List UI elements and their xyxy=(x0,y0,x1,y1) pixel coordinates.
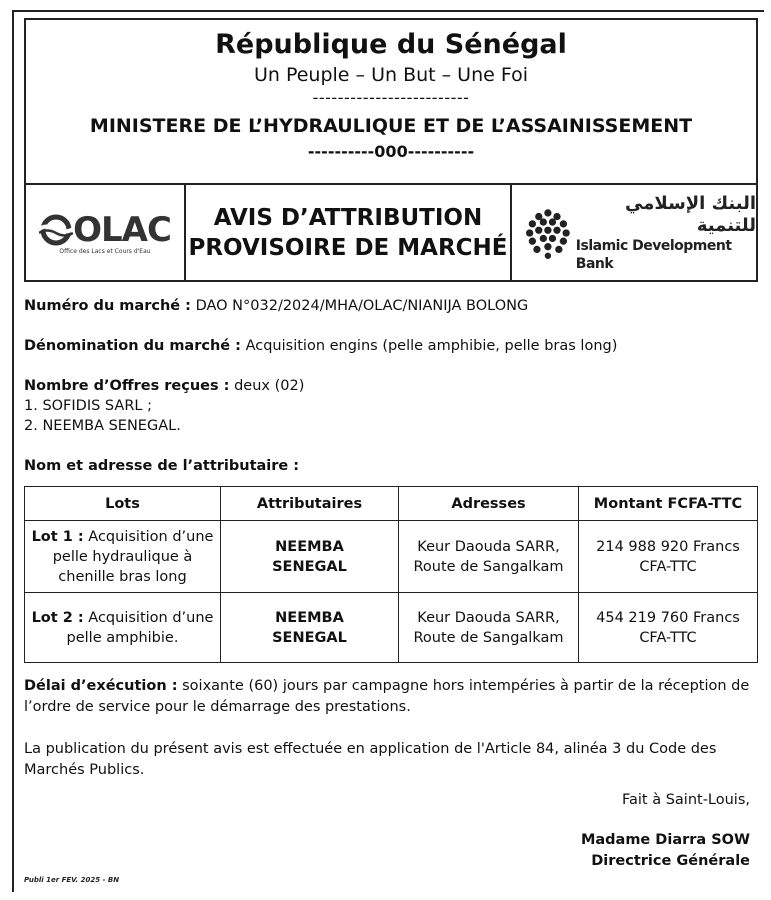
marche-number-label: Numéro du marché : xyxy=(24,298,191,314)
montant-line: 454 219 760 Francs xyxy=(596,609,740,626)
header-bottom xyxy=(26,185,756,280)
montant-cell xyxy=(579,521,758,593)
isdb-dome-icon xyxy=(526,203,570,263)
attributaire-line: SENEGAL xyxy=(272,629,347,646)
attribution-table xyxy=(24,486,758,663)
adresse-cell xyxy=(399,593,579,663)
offres-value: deux (02) xyxy=(234,378,305,394)
notice-title xyxy=(186,185,512,280)
table-header-row xyxy=(25,487,758,521)
marche-number-value: DAO N°032/2024/MHA/OLAC/NIANIJA BOLONG xyxy=(195,298,529,314)
montant-line: CFA-TTC xyxy=(639,558,697,575)
attributaire-cell xyxy=(221,521,399,593)
adresse-line: Keur Daouda SARR, xyxy=(417,538,560,555)
separator-ornament: ----------000---------- xyxy=(307,142,475,161)
offre-item: 2. NEEMBA SENEGAL. xyxy=(24,418,181,434)
isdb-logo-text xyxy=(576,193,756,273)
isdb-arabic-name: البنك الإسلامي للتنمية xyxy=(625,192,756,236)
notice-title-line1: AVIS D’ATTRIBUTION xyxy=(213,204,483,231)
olac-wave-icon xyxy=(39,213,73,247)
signature-place: Fait à Saint-Louis, xyxy=(621,792,750,808)
col-header-montant: Montant FCFA-TTC xyxy=(579,487,758,521)
adresse-line: Route de Sangalkam xyxy=(413,629,564,646)
national-motto: Un Peuple – Un But – Une Foi xyxy=(253,64,529,86)
olac-logo-word xyxy=(39,210,171,250)
col-header-adresses: Adresses xyxy=(399,487,579,521)
marche-number xyxy=(24,296,758,316)
montant-cell xyxy=(579,593,758,663)
adresse-line: Keur Daouda SARR, xyxy=(417,609,560,626)
lot-text: Acquisition d’une pelle hydraulique à chenille bras long xyxy=(52,528,214,585)
lot-label: Lot 1 : xyxy=(31,528,84,545)
denomination-label: Dénomination du marché : xyxy=(24,338,241,354)
republic-title: République du Sénégal xyxy=(215,29,567,60)
olac-logo xyxy=(39,210,171,255)
signature-title: Directrice Générale xyxy=(591,853,750,869)
separator-line: ------------------------- xyxy=(312,88,470,107)
lot-cell xyxy=(25,593,221,663)
table-row xyxy=(25,593,758,663)
denomination-value: Acquisition engins (pelle amphibie, pelle bras long) xyxy=(245,338,618,354)
lot-label: Lot 2 : xyxy=(31,609,84,626)
notice-title-line2: PROVISOIRE DE MARCHÉ xyxy=(188,234,508,261)
olac-logo-subtitle: Office des Lacs et Cours d'Eau xyxy=(59,248,151,255)
offre-item: 1. SOFIDIS SARL ; xyxy=(24,398,152,414)
notice-header xyxy=(24,18,758,282)
notice-page xyxy=(12,10,764,892)
offres-label: Nombre d’Offres reçues : xyxy=(24,378,230,394)
publication-footer: Publi 1er FEV. 2025 - BN xyxy=(24,876,120,884)
attributaire-heading: Nom et adresse de l’attributaire : xyxy=(24,458,300,474)
adresse-cell xyxy=(399,521,579,593)
offres-section xyxy=(24,376,758,436)
delai-text: soixante (60) jours par campagne hors intempéries à partir de la réception de l’ordre de service pour le démarrage des prestations. xyxy=(24,678,750,715)
marche-denomination xyxy=(24,336,758,356)
attributaire-line: SENEGAL xyxy=(272,558,347,575)
delai-paragraph xyxy=(24,676,758,718)
signature-name: Madame Diarra SOW xyxy=(580,832,750,848)
montant-line: CFA-TTC xyxy=(639,629,697,646)
olac-logo-text: OLAC xyxy=(73,210,171,250)
montant-line: 214 988 920 Francs xyxy=(596,538,740,555)
isdb-logo xyxy=(526,193,756,273)
lot-text: Acquisition d’une pelle amphibie. xyxy=(66,609,214,646)
lot-cell xyxy=(25,521,221,593)
olac-logo-cell xyxy=(26,185,186,280)
notice-info xyxy=(24,296,758,476)
isdb-english-name: Islamic Development Bank xyxy=(575,237,732,272)
notice-lower xyxy=(24,676,758,781)
delai-label: Délai d’exécution : xyxy=(24,678,178,694)
attributaire-line: NEEMBA xyxy=(275,538,344,555)
table-row xyxy=(25,521,758,593)
header-top xyxy=(26,20,756,185)
attributaire-line: NEEMBA xyxy=(275,609,344,626)
isdb-logo-cell xyxy=(512,185,756,280)
adresse-line: Route de Sangalkam xyxy=(413,558,564,575)
col-header-lots: Lots xyxy=(25,487,221,521)
col-header-attributaires: Attributaires xyxy=(221,487,399,521)
attributaire-cell xyxy=(221,593,399,663)
publication-paragraph: La publication du présent avis est effectuée en application de l'Article 84, alinéa 3 du Code des Marchés Publics. xyxy=(24,741,717,778)
ministry-name: MINISTERE DE L’HYDRAULIQUE ET DE L’ASSAINISSEMENT xyxy=(89,115,693,137)
